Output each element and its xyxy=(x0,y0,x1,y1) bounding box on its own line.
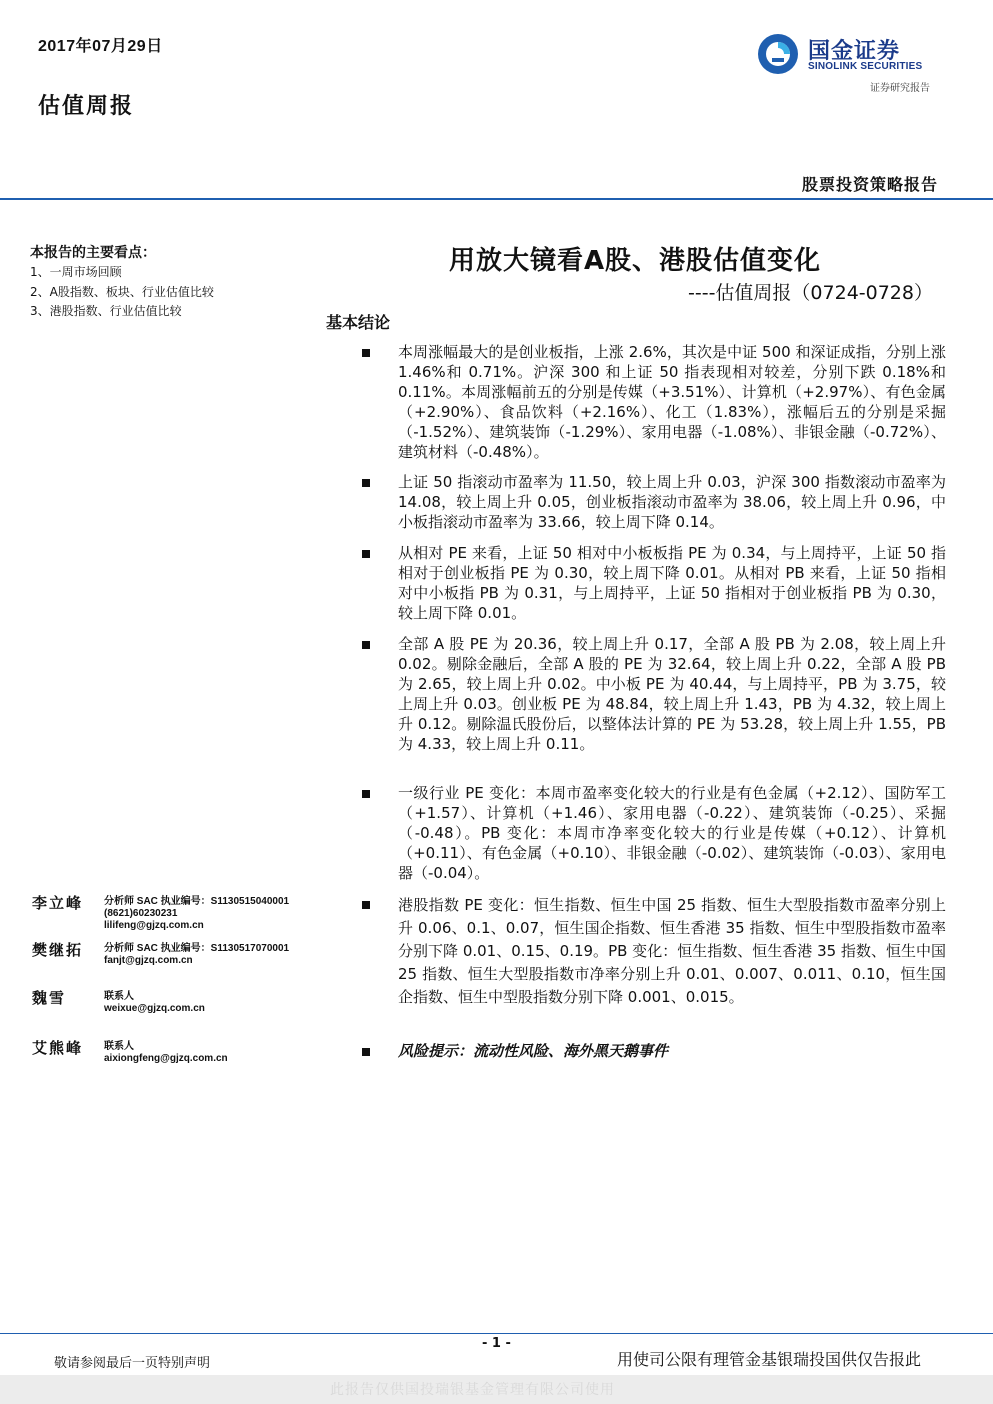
bullet-square-icon xyxy=(362,349,370,357)
analyst-info xyxy=(104,991,205,1015)
analyst-email[interactable]: fanjt@gjzq.com.cn xyxy=(104,955,193,966)
analyst-name: 艾熊峰 xyxy=(32,1039,84,1057)
highlight-item: 3、港股指数、行业估值比较 xyxy=(30,304,182,318)
analyst-info xyxy=(104,1041,228,1065)
bullet-square-icon xyxy=(362,479,370,487)
analyst-email[interactable]: aixiongfeng@gjzq.com.cn xyxy=(104,1053,228,1064)
analyst-role: 联系人 xyxy=(104,1041,134,1052)
analyst-info xyxy=(104,896,289,932)
analyst-credential: 分析师 SAC 执业编号：S1130517070001 xyxy=(104,943,290,954)
highlights-list xyxy=(30,263,214,322)
report-date: 2017年07月29日 xyxy=(38,38,163,55)
report-category: 股票投资策略报告 xyxy=(801,175,938,194)
report-title: 用放大镜看A股、港股估值变化 xyxy=(448,246,822,276)
page-number: - 1 - xyxy=(482,1336,511,1351)
disclaimer-note: 敬请参阅最后一页特别声明 xyxy=(54,1356,211,1371)
header-divider xyxy=(0,198,993,200)
conclusion-text: 从相对 PE 来看，上证 50 相对中小板板指 PE 为 0.34，与上周持平，上证 50 指相对于创业板指 PE 为 0.30，较上周下降 0.01。从相对 PB 来看，上证 50 指相对中小板指 PB 为 0.31，与上周持平，上证 50 指相对于创业板指 PB 为 0.30，较上周下降 0.01。 xyxy=(398,544,946,622)
analyst-email[interactable]: weixue@gjzq.com.cn xyxy=(104,1003,205,1014)
logo-name-en: SINOLINK SECURITIES xyxy=(808,61,923,72)
logo-name-cn: 国金证券 xyxy=(808,39,901,64)
highlights-title: 本报告的主要看点： xyxy=(30,245,156,261)
document-type: 估值周报 xyxy=(38,94,135,119)
footer-divider xyxy=(0,1333,993,1334)
report-subtitle: ----估值周报（0724-0728） xyxy=(688,282,933,304)
conclusion-text: 一级行业 PE 变化：本周市盈率变化较大的行业是有色金属（+2.12）、国防军工（+1.57）、计算机（+1.46）、家用电器（-0.22）、建筑装饰（-0.25）、采掘（-0.48）。PB 变化：本周市净率变化较大的行业是传媒（+0.12）、计算机（+0.11）、有色金属（+0.10）、非银金融（-0.02）、建筑装饰（-0.03）、家用电器（-0.04）。 xyxy=(398,784,946,882)
section-heading: 基本结论 xyxy=(326,313,391,332)
analyst-role: 联系人 xyxy=(104,991,134,1002)
conclusion-text: 上证 50 指滚动市盈率为 11.50，较上周上升 0.03，沪深 300 指数滚动市盈率为 14.08，较上周上升 0.05，创业板指滚动市盈率为 38.06，较上周上升 0.96，中小板指滚动市盈率为 33.66，较上周下降 0.14。 xyxy=(398,473,946,531)
analyst-info xyxy=(104,943,289,967)
highlight-item: 2、A股指数、板块、行业估值比较 xyxy=(30,284,214,299)
bullet-square-icon xyxy=(362,790,370,798)
conclusion-text: 全部 A 股 PE 为 20.36，较上周上升 0.17，全部 A 股 PB 为 2.08，较上周上升 0.02。剔除金融后，全部 A 股的 PE 为 32.64，较上周上升 0.22，全部 A 股 PB 为 2.65，较上周上升 0.02。中小板 PE 为 40.44，与上周持平，PB 为 3.75，较上周上升 0.03。创业板 PE 为 48.84，较上周上升 1.43，PB 为 4.32，较上周上升 0.12。剔除温氏股份后，以整体法计算的 PE 为 53.28，较上周上升 1.55，PB 为 4.33，较上周上升 0.11。 xyxy=(398,635,946,753)
analyst-name: 李立峰 xyxy=(32,894,84,912)
bullet-square-icon xyxy=(362,901,370,909)
analyst-email[interactable]: lilifeng@gjzq.com.cn xyxy=(104,920,204,931)
highlight-item: 1、一周市场回顾 xyxy=(30,265,122,279)
bullet-square-icon xyxy=(362,641,370,649)
analyst-name: 樊继拓 xyxy=(32,941,84,959)
analyst-credential: 分析师 SAC 执业编号：S1130515040001 xyxy=(104,896,290,907)
conclusion-text: 港股指数 PE 变化：恒生指数、恒生中国 25 指数、恒生大型股指数市盈率分别上升 0.06、0.1、0.07，恒生国企指数、恒生香港 35 指数、恒生中型股指数市盈率分别下降 0.01、0.15、0.19。PB 变化：恒生指数、恒生香港 35 指数、恒生中国 25 指数、恒生大型股指数市净率分别上升 0.01、0.007、0.011、0.10，恒生国企指数、恒生中型股指数分别下降 0.001、0.015。 xyxy=(398,896,946,1006)
department-label: 证券研究报告 xyxy=(870,83,930,94)
bullet-square-icon xyxy=(362,550,370,558)
risk-warning-text: 风险提示：流动性风险、海外黑天鹅事件 xyxy=(398,1042,669,1060)
bullet-square-icon xyxy=(362,1048,370,1056)
license-note: 用使司公限有理管金基银瑞投国供仅告报此 xyxy=(617,1350,922,1369)
watermark-text: 此报告仅供国投瑞银基金管理有限公司使用 xyxy=(330,1382,615,1398)
analyst-name: 魏雪 xyxy=(32,989,67,1007)
analyst-phone: (8621)60230231 xyxy=(104,908,178,919)
conclusion-text: 本周涨幅最大的是创业板指，上涨 2.6%，其次是中证 500 和深证成指，分别上涨 1.46%和 0.71%。沪深 300 和上证 50 指表现相对较差，分别下跌 0.18%和 0.11%。本周涨幅前五的分别是传媒（+3.51%）、计算机（+2.97%）、有色金属（+2.90%）、食品饮料（+2.16%）、化工（1.83%），涨幅后五的分别是采掘（-1.52%）、建筑装饰（-1.29%）、家用电器（-1.08%）、非银金融（-0.72%）、建筑材料（-0.48%）。 xyxy=(398,343,946,461)
